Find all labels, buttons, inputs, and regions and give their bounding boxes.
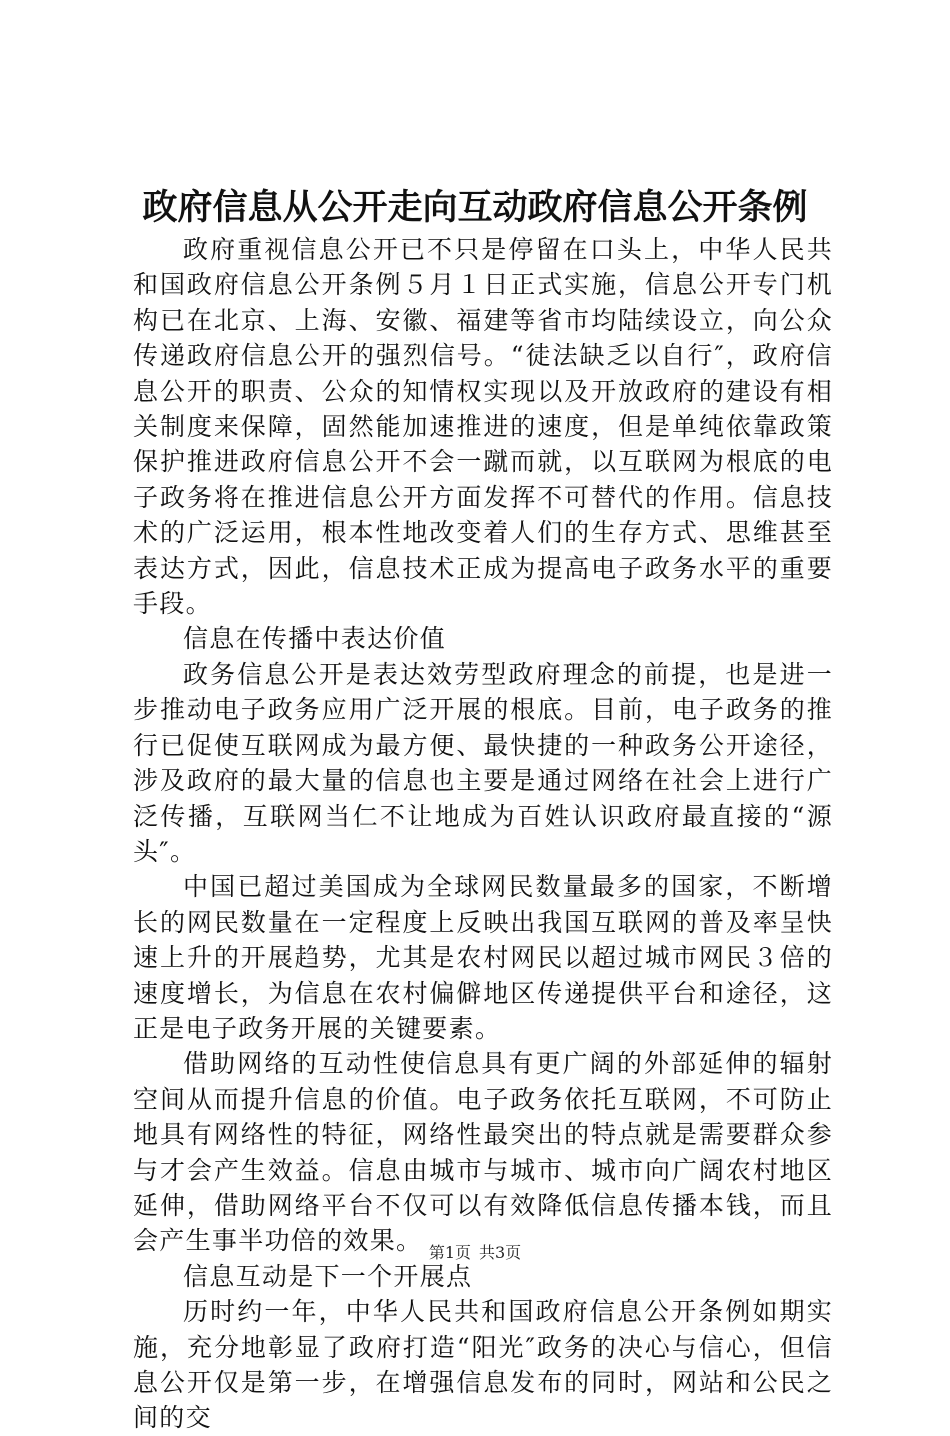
page-footer <box>0 1242 950 1264</box>
section-heading: 信息互动是下一个开展点 <box>183 1261 473 1291</box>
paragraph: 中国已超过美国成为全球网民数量最多的国家，不断增长的网民数量在一定程度上反映出我国互联网的普及率呈快速上升的开展趋势，尤其是农村网民以超过城市网民３倍的速度增长，为信息在农村偏僻地区传递提供平台和途径，这正是电子政务开展的关键要素。 <box>133 872 833 1043</box>
page-total: 共3页 <box>479 1243 522 1262</box>
paragraph: 历时约一年，中华人民共和国政府信息公开条例如期实施，充分地彰显了政府打造“阳光″政务的决心与信心，但信息公开仅是第一步，在增强信息发布的同时，网站和公民之间的交 <box>133 1297 833 1433</box>
paragraph-intro: 政府重视信息公开已不只是停留在口头上，中华人民共和国政府信息公开条例５月１日正式实施，信息公开专门机构已在北京、上海、安徽、福建等省市均陆续设立，向公众传递政府信息公开的强烈信号。“徒法缺乏以自行″，政府信息公开的职责、公众的知情权实现以及开放政府的建设有相关制度来保障，固然能加速推进的速度，但是单纯依靠政策保护推进政府信息公开不会一蹴而就，以互联网为根底的电子政务将在推进信息公开方面发挥不可替代的作用。信息技术的广泛运用，根本性地改变着人们的生存方式、思维甚至表达方式，因此，信息技术正成为提高电子政务水平的重要手段。 <box>133 235 833 619</box>
paragraph: 借助网络的互动性使信息具有更广阔的外部延伸的辐射空间从而提升信息的价值。电子政务依托互联网，不可防止地具有网络性的特征，网络性最突出的特点就是需要群众参与才会产生效益。信息由城市与城市、城市向广阔农村地区延伸，借助网络平台不仅可以有效降低信息传播本钱，而且会产生事半功倍的效果。 <box>133 1049 833 1256</box>
paragraph: 政务信息公开是表达效劳型政府理念的前提，也是进一步推动电子政务应用广泛开展的根底。目前，电子政务的推行已促使互联网成为最方便、最快捷的一种政务公开途径，涉及政府的最大量的信息也主要是通过网络在社会上进行广泛传播，互联网当仁不让地成为百姓认识政府最直接的“源头″。 <box>133 659 833 866</box>
page-number: 第1页 <box>428 1243 471 1262</box>
section-heading: 信息在传播中表达价值 <box>183 624 447 654</box>
document-title: 政府信息从公开走向互动政府信息公开条例 <box>142 187 808 228</box>
